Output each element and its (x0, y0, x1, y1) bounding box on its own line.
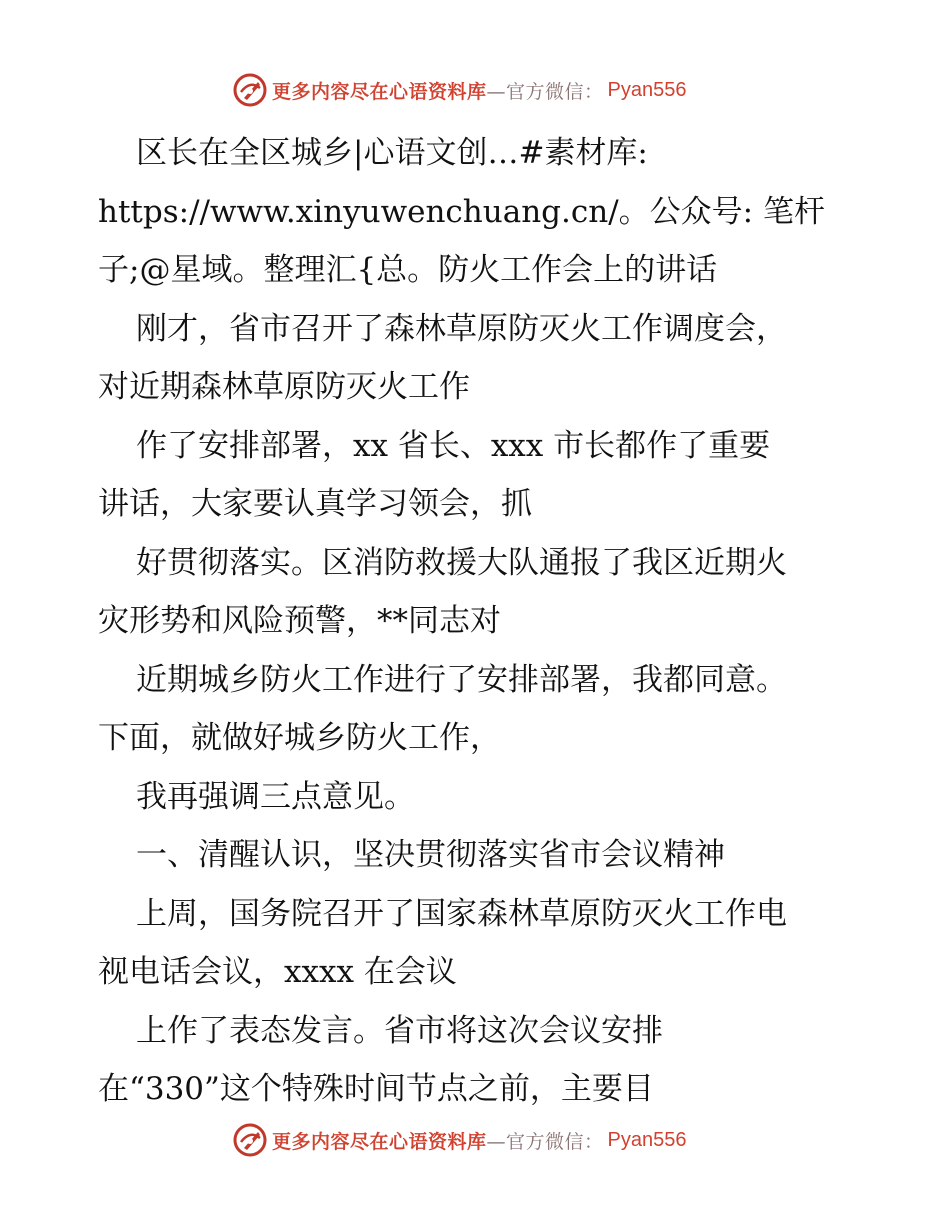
text-line-3: 子;@星域。整理汇{总。防火工作会上的讲话 (98, 252, 718, 288)
text-line-15: 视电话会议，xxxx 在会议 (98, 954, 457, 990)
text-line-16: 上作了表态发言。省市将这次会议安排 (136, 1012, 663, 1049)
footer-banner-wechat-label: 官方微信： (506, 1130, 604, 1153)
xinyu-logo-icon (232, 72, 268, 108)
text-line-10: 近期城乡防火工作进行了安排部署，我都同意。 (136, 661, 787, 698)
text-line-1: 区长在全区城乡|心语文创…#素材库: (136, 135, 648, 171)
section-heading-1: 一、清醒认识，坚决贯彻落实省市会议精神 (136, 837, 725, 873)
text-line-11: 下面，就做好城乡防火工作， (98, 720, 501, 756)
document-body (98, 124, 858, 1119)
banner-title: 更多内容尽在心语资料库 (272, 80, 487, 103)
header-banner (232, 70, 687, 110)
banner-wechat-id: Pyan556 (607, 78, 687, 101)
text-line-7: 讲话，大家要认真学习领会，抓 (98, 486, 532, 522)
text-line-12: 我再强调三点意见。 (136, 778, 415, 815)
footer-banner-title: 更多内容尽在心语资料库 (272, 1130, 487, 1153)
footer-banner-dash: — (486, 1130, 507, 1153)
text-line-6: 作了安排部署，xx 省长、xxx 市长都作了重要 (136, 427, 771, 464)
text-line-4: 刚才，省市召开了森林草原防灭火工作调度会， (136, 310, 787, 347)
text-line-17: 在“330”这个特殊时间节点之前，主要目 (98, 1071, 654, 1107)
footer-banner-wechat-id: Pyan556 (607, 1128, 687, 1151)
footer-banner (232, 1120, 687, 1160)
text-line-14: 上周，国务院召开了国家森林草原防灭火工作电 (136, 895, 787, 932)
text-line-5: 对近期森林草原防灭火工作 (98, 369, 470, 405)
text-line-2: https://www.xinyuwenchuang.cn/。公众号: 笔杆 (98, 193, 825, 230)
text-line-8: 好贯彻落实。区消防救援大队通报了我区近期火 (136, 544, 787, 581)
banner-wechat-label: 官方微信： (506, 80, 604, 103)
banner-dash: — (486, 80, 507, 103)
text-line-9: 灾形势和风险预警，**同志对 (98, 603, 501, 639)
xinyu-logo-icon (232, 1122, 268, 1158)
